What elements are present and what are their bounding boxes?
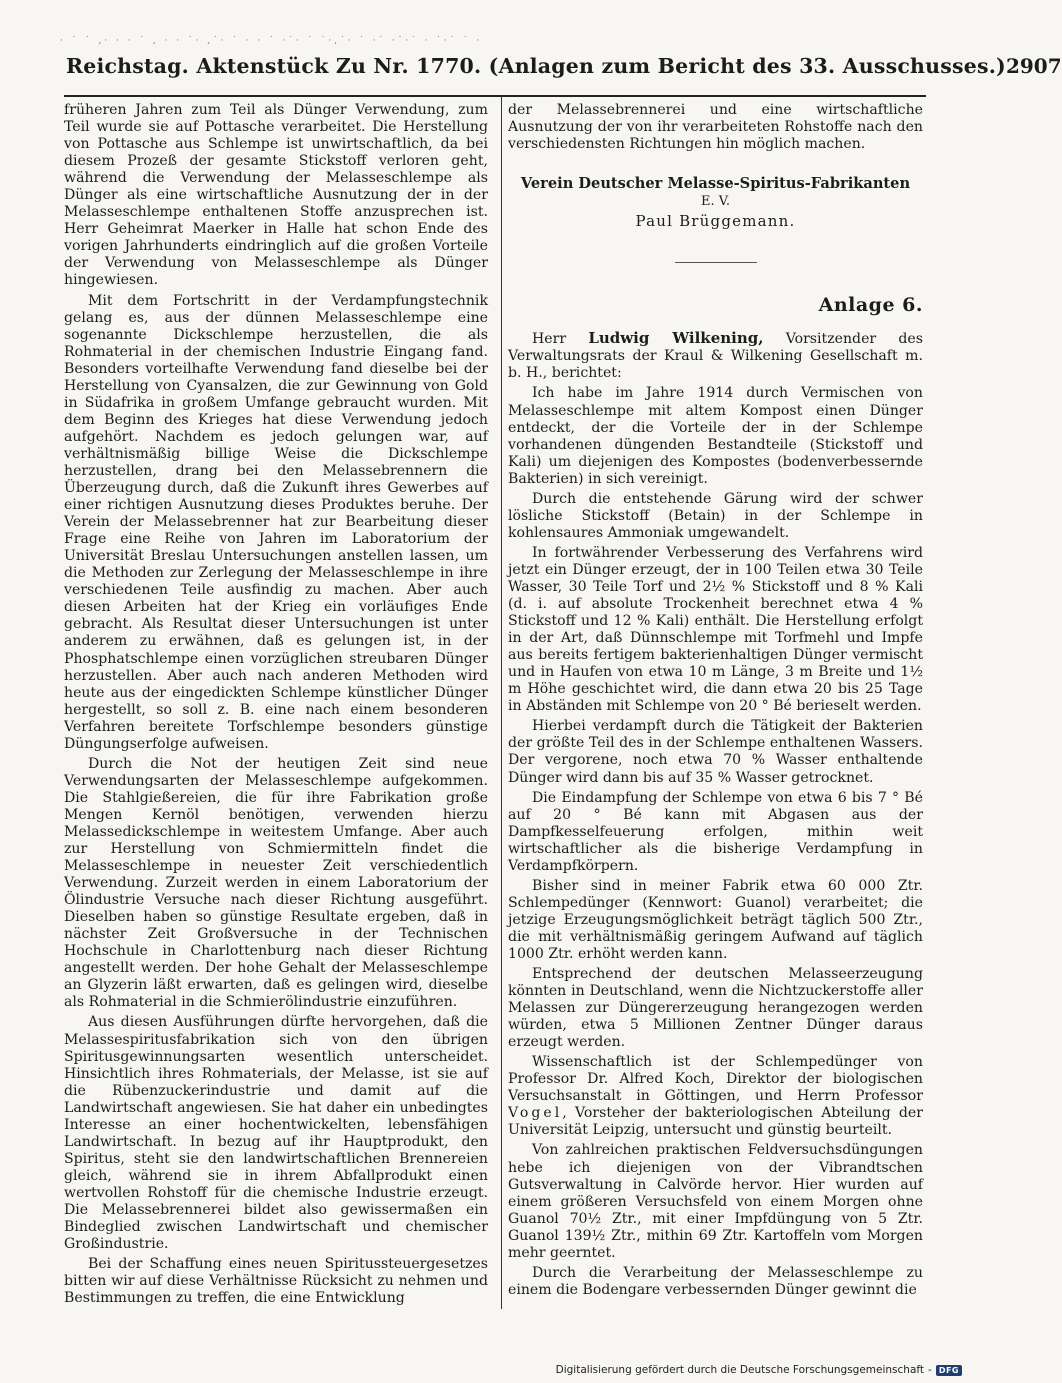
intro-suffix: Vorsitzender des Verwaltungsrats der Kraul & Wilkening Gesellschaft m. b. H., berichtet:: [508, 331, 923, 382]
annex-title: Anlage 6.: [818, 294, 923, 317]
signature-name: Paul Brüggemann.: [635, 212, 796, 231]
intro-paragraph: [508, 330, 923, 382]
digitization-footer: [556, 1364, 962, 1376]
intro-prefix: Herr: [531, 331, 589, 348]
vogel-name: Vogel: [508, 1105, 563, 1122]
column-divider: [501, 97, 502, 1309]
paragraph: Durch die Verarbeitung der Melasseschlempe zu einem die Bodengare verbessernden Dünger gewinnt die: [508, 1264, 923, 1298]
page-header: [66, 54, 1062, 84]
right-column: [508, 102, 923, 1302]
paragraph: Ich habe im Jahre 1914 durch Vermischen von Melasseschlempe mit altem Kompost einen Dünger entdeckt, der die Vorteile der in der Schlempe vorhandenen düngenden Bestandteile (Stickstoff und Kali) um diejenigen des Kompostes (bodenverbessernde Bakterien) in sich vereinigt.: [508, 385, 923, 487]
left-column: [64, 102, 488, 1310]
paragraph: Bisher sind in meiner Fabrik etwa 60 000 Ztr. Schlempedünger (Kennwort: Guanol) verarbeitet; die jetzige Erzeugungsmöglichkeit beträgt täglich 500 Ztr., die mit verhältnismäßig geringem Aufwand auf täglich 1000 Ztr. erhöht werden kann.: [508, 877, 923, 962]
speaker-name: Ludwig Wilkening,: [588, 329, 764, 348]
header-rule: [64, 95, 926, 97]
page-number: 2907: [1005, 54, 1062, 78]
paragraph: Die Eindampfung der Schlempe von etwa 6 bis 7 ° Bé auf 20 ° Bé kann mit Abgasen aus der Dampfkesselfeuerung erfolgen, mithin weit wirtschaftlicher als die bisherige Verdampfung in Verdampfkörpern.: [508, 789, 923, 874]
paragraph: Bei der Schaffung eines neuen Spiritussteuergesetzes bitten wir auf diese Verhältnisse Rücksicht zu nehmen und Bestimmungen zu treffen, die eine Entwicklung: [64, 1256, 488, 1307]
paragraph: früheren Jahren zum Teil als Dünger Verwendung, zum Teil wurde sie auf Pottasche verarbeitet. Die Herstellung von Pottasche aus Schlempe ist unwirtschaftlich, da bei diesem Prozeß der gesamte Stickstoff verloren geht, während die Verwendung der Melasseschlempe als Dünger als eine wirtschaftliche Ausnutzung der in der Melasseschlempe enthaltenen Stoffe anzusprechen ist. Herr Geheimrat Maerker in Halle hat schon Ende des vorigen Jahrhunderts eindringlich auf die großen Vorteile der Verwendung von Melasseschlempe als Dünger hingewiesen.: [64, 102, 488, 289]
signature-ev: E. V.: [700, 194, 730, 210]
dfg-logo-icon: DFG: [936, 1365, 962, 1376]
paragraph: Entsprechend der deutschen Melasseerzeugung könnten in Deutschland, wenn die Nichtzuckerstoffe aller Melassen zur Düngererzeugung herangezogen werden würden, etwa 5 Millionen Zentner Dünger daraus erzeugt werden.: [508, 966, 923, 1051]
paragraph: In fortwährender Verbesserung des Verfahrens wird jetzt ein Dünger erzeugt, der in 100 Teilen etwa 30 Teile Wasser, 30 Teile Torf und 2½ % Stickstoff und 8 % Kali (d. i. auf absolute Trockenheit berechnet etwa 4 % Stickstoff und 12 % Kali) enthält. Die Herstellung erfolgt in der Art, daß Dünnschlempe mit Torfmehl und Impfe aus bereits fertigem bakterienhaltigen Dünger vermischt und in Haufen von etwa 10 m Länge, 3 m Breite und 1½ m Höhe geschichtet wird, die dann etwa 20 bis 25 Tage in Abständen mit Schlempe von 20 ° Bé berieselt werden.: [508, 544, 923, 715]
continuation-paragraph: der Melassebrennerei und eine wirtschaftliche Ausnutzung der von ihr verarbeiteten Rohstoffe nach den verschiedensten Richtungen hin möglich machen.: [508, 102, 923, 153]
scientific-text-before: Wissenschaftlich ist der Schlempedünger von Professor Dr. Alfred Koch, Direktor der biologischen Versuchsanstalt in Göttingen, und Herrn Professor: [508, 1054, 923, 1105]
paragraph: Mit dem Fortschritt in der Verdampfungstechnik gelang es, aus der dünnen Melasseschlempe eine sogenannte Dickschlempe herzustellen, die als Rohmaterial in der chemischen Industrie Eingang fand. Besonders vorteilhafte Verwendung fand dieselbe bei der Herstellung von Cyansalzen, die zur Gewinnung von Gold in Südafrika in großem Umfange gebraucht wurden. Mit dem Beginn des Krieges hat diese Verwendung jedoch aufgehört. Nachdem es jedoch gelungen war, auf verhältnismäßig billige Weise die Dickschlempe herzustellen, drang bei den Melassebrennern die Überzeugung durch, daß die Zukunft ihres Gewerbes auf einer richtigen Ausnutzung dieses Produktes beruhe. Der Verein der Melassebrenner hat zur Bearbeitung dieser Frage eine Reihe von Jahren im Laboratorium der Universität Breslau Untersuchungen anstellen lassen, um die Methoden zur Zerlegung der Melasseschlempe in ihre verschiedenen Teile ausfindig zu machen. Aber auch diesen Arbeiten hat der Krieg ein vorläufiges Ende gebracht. Als Resultat dieser Untersuchungen ist unter anderem zu erwähnen, daß es gelungen ist, in der Phosphatschlempe einen vorzüglichen streubaren Dünger herzustellen. Aber auch nach anderen Methoden wird heute aus der eingedickten Schlempe künstlicher Dünger hergestellt, so soll z. B. eine nach einem besonderen Verfahren bereitete Torfschlempe besonders günstige Düngungserfolge aufweisen.: [64, 292, 488, 752]
footer-separator: -: [928, 1364, 932, 1376]
paragraph: Aus diesen Ausführungen dürfte hervorgehen, daß die Melassespiritusfabrikation sich von den übrigen Spiritusgewinnungsarten wesentlich unterscheidet. Hinsichtlich ihres Rohmaterials, der Melasse, ist sie auf die Rübenzuckerindustrie und damit auf die Landwirtschaft angewiesen. Sie hat daher ein unbedingtes Interesse an einer hochentwickelten, lebensfähigen Landwirtschaft. In bezug auf ihr Hauptprodukt, den Spiritus, steht sie den landwirtschaftlichen Brennereien gleich, während sie in ihrem Abfallprodukt einen wertvollen Rohstoff für die chemische Industrie erzeugt. Die Melassebrennerei bildet also gewissermaßen ein Bindeglied zwischen Landwirtschaft und chemischer Großindustrie.: [64, 1014, 488, 1253]
signature-organization: Verein Deutscher Melasse-Spiritus-Fabrikanten: [520, 175, 911, 193]
scan-noise: · ˙ ˙ ,· · · ˙ , · · ˙· ,˙· ˙ · · ˙ ·˙· ˙ ˙·,˙· ˙ ·˙ ·˙·˙ · ˙·˙ ˙ ·: [60, 36, 483, 46]
paragraph: Hierbei verdampft durch die Tätigkeit der Bakterien der größte Teil des in der Schlempe enthaltenen Wassers. Der vergorene, noch etwa 70 % Wasser enthaltende Dünger wird dann bis auf 35 % Wasser getrocknet.: [508, 718, 923, 786]
footer-text: Digitalisierung gefördert durch die Deutsche Forschungsgemeinschaft: [555, 1364, 925, 1376]
paragraph: Von zahlreichen praktischen Feldversuchsdüngungen hebe ich diejenigen von der Vibrandtschen Gutsverwaltung in Calvörde hervor. Hier wurden auf einem größeren Versuchsfeld von einem Morgen ohne Guanol 70½ Ztr., mit einer Impfdüngung von 5 Ztr. Guanol 139½ Ztr., mithin 69 Ztr. Kartoffeln vom Morgen mehr geerntet.: [508, 1142, 923, 1261]
section-divider: [675, 262, 757, 263]
paragraph: Durch die entstehende Gärung wird der schwer lösliche Stickstoff (Betain) in der Schlempe in kohlensaures Ammoniak umgewandelt.: [508, 490, 923, 541]
paragraph: Durch die Not der heutigen Zeit sind neue Verwendungsarten der Melasseschlempe aufgekommen. Die Stahlgießereien, die für ihre Fabrikation große Mengen Kernöl benötigen, verwenden hierzu Melassedickschlempe in weitestem Umfange. Aber auch zur Herstellung von Schmiermitteln findet die Melasseschlempe in neuester Zeit verschiedentlich Verwendung. Zurzeit werden in einem Laboratorium der Ölindustrie Versuche nach dieser Richtung ausgeführt. Dieselben haben so günstige Resultate ergeben, daß in nächster Zeit Großversuche in der Technischen Hochschule in Charlottenburg nach dieser Richtung angestellt werden. Der hohe Gehalt der Melasseschlempe an Glyzerin läßt erwarten, daß es gelingen wird, dieselbe als Rohmaterial in die Schmierölindustrie einzuführen.: [64, 755, 488, 1011]
scientific-paragraph: [508, 1054, 923, 1139]
scientific-text-after: , Vorsteher der bakteriologischen Abteilung der Universität Leipzig, untersucht und günstig beurteilt.: [508, 1105, 923, 1139]
running-head: Reichstag. Aktenstück Zu Nr. 1770. (Anlagen zum Bericht des 33. Ausschusses.): [66, 54, 1006, 78]
